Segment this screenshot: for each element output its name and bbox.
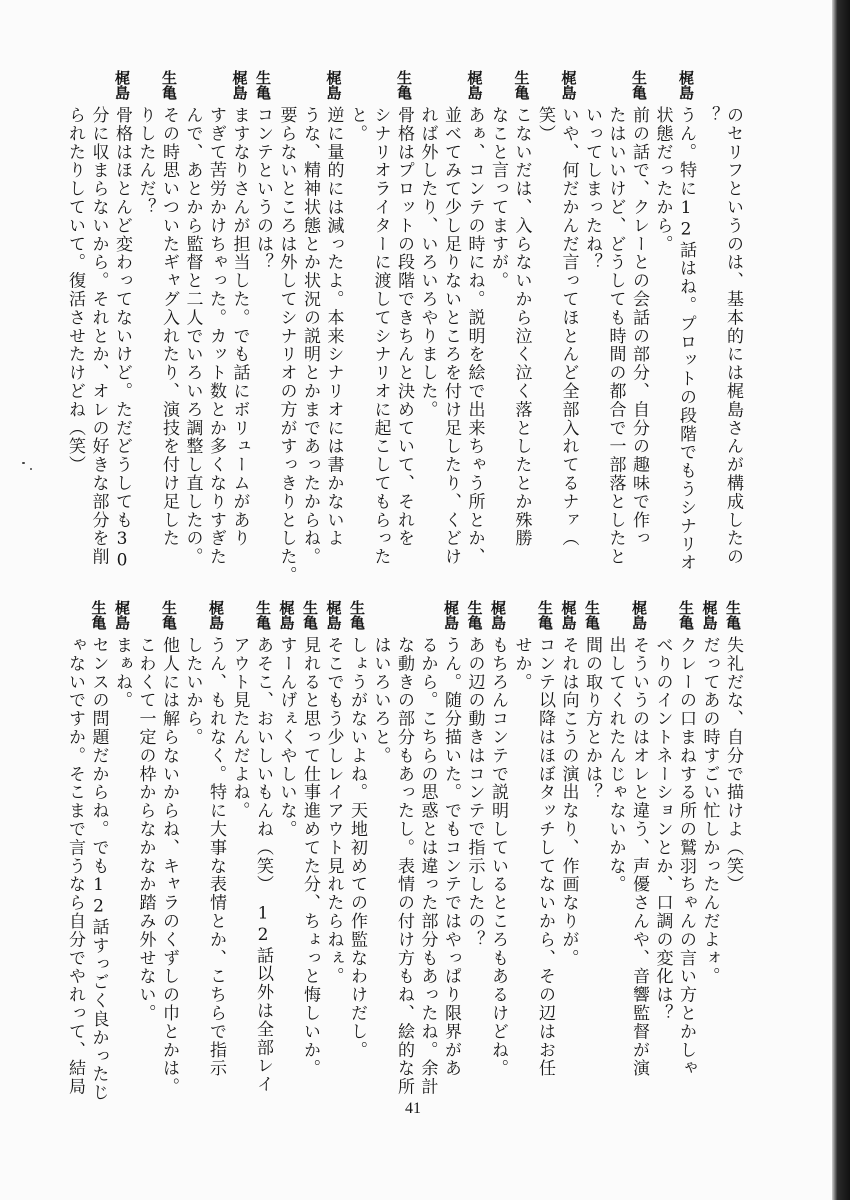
speaker-name	[486, 70, 510, 102]
dialogue-text: 間の取り方とかは？	[582, 636, 602, 802]
speaker-name: 生亀	[395, 70, 413, 100]
dialogue-line	[580, 70, 604, 590]
speaker-name: 生亀	[630, 70, 648, 100]
dialogue-text: こないだは、入らないから泣く泣く落としたとか殊勝	[511, 106, 532, 548]
speaker-name	[368, 600, 392, 632]
dialogue-line	[462, 70, 486, 590]
speaker-name	[274, 70, 298, 102]
dialogue-line	[368, 70, 392, 590]
dialogue-text: シナリオライターに渡してシナリオに起こしてもらった	[370, 106, 391, 566]
dialogue-text: られたりしていて。復活させたけどね（笑）	[65, 106, 85, 474]
dialogue-line	[180, 70, 204, 590]
speaker-name: 生亀	[160, 600, 178, 630]
dialogue-text: れば外したり、いろいろやりました。	[417, 106, 438, 419]
dialogue-text: 出してくれたんじゃないかな。	[605, 636, 626, 894]
speaker-name: 生亀	[160, 70, 178, 100]
dialogue-text: 他人には解らないからね、キャラのくずしの巾とかは。	[159, 636, 179, 1096]
dialogue-line	[392, 70, 416, 590]
speaker-name: 梶島	[559, 600, 578, 630]
dialogue-text: いってしまったね？	[582, 106, 602, 272]
speaker-name	[368, 70, 392, 102]
speaker-name: 梶島	[324, 70, 343, 100]
dialogue-line	[697, 600, 721, 1100]
dialogue-text: 骨格はプロットの段階できちんと決めていて、それを	[394, 106, 414, 548]
page-number: 41	[405, 1100, 421, 1117]
dialogue-line	[580, 600, 604, 1100]
dialogue-text: 骨格はほとんど変わってないけど。ただどうしても30	[112, 106, 132, 572]
speaker-name: 梶島	[442, 600, 460, 630]
speaker-name: 生亀	[89, 600, 108, 630]
speaker-name: 梶島	[677, 70, 695, 100]
dialogue-text: ゃないですか。そこまで言うなら自分でやれって、結局	[65, 636, 85, 1096]
dialogue-line	[533, 600, 557, 1100]
dialogue-line	[721, 600, 745, 1100]
dialogue-text: るから。こちらの思惑とは違った部分もあったね。余計	[417, 636, 438, 1096]
speaker-name	[415, 70, 439, 102]
dialogue-text: うん、もれなく。特に大事な表情とか、こちらで指示	[206, 636, 226, 1078]
dialogue-text: たはいいけど、どうしても時間の都合で一部落としたと	[605, 106, 626, 566]
dialogue-line	[110, 600, 134, 1100]
dialogue-line	[204, 70, 228, 590]
dialogue-line	[321, 600, 345, 1100]
dialogue-text: まぁね。	[112, 636, 132, 710]
dialogue-line	[556, 70, 580, 590]
dialogue-text: そういうのはオレと違う、声優さんや、音響監督が演	[629, 636, 649, 1078]
speaker-name: 生亀	[583, 600, 601, 630]
dialogue-text: ますなりさんが担当した。でも話にボリュームがあり	[229, 106, 250, 548]
dialogue-text: ？	[699, 106, 720, 125]
speaker-name: 生亀	[301, 600, 319, 630]
dialogue-text: しょうがないよね。天地初めての作監なわけだし。	[347, 636, 367, 1060]
dialogue-line	[133, 70, 157, 590]
dialogue-line	[157, 600, 181, 1100]
dialogue-text: 見れると思って仕事進めてた分、ちょっと悔しいか。	[300, 636, 320, 1078]
speaker-name	[603, 70, 627, 102]
speaker-name: 梶島	[277, 600, 296, 630]
dialogue-line	[204, 600, 228, 1100]
dialogue-text: あそこ、おいしいもんね（笑） 12話以外は全部レイ	[253, 636, 273, 1094]
page-binding-edge	[832, 0, 850, 1200]
dialogue-text: うな、精神状態とか状況の説明とかまであったからね。	[300, 106, 320, 566]
dialogue-text: 分に収まらないから。それとか、オレの好きな部分を削	[88, 106, 109, 566]
dialogue-text: のセリフというのは、基本的には梶島さんが構成したの	[723, 106, 743, 566]
lower-dialogue-block	[63, 600, 745, 1100]
speaker-name	[63, 600, 87, 632]
dialogue-line	[274, 600, 298, 1100]
speaker-name	[697, 70, 721, 102]
speaker-name: 梶島	[630, 600, 648, 630]
speaker-name	[533, 70, 557, 102]
speaker-name	[721, 70, 745, 102]
dialogue-line	[415, 70, 439, 590]
dialogue-text: そこでもう少しレイアウト見れたらねぇ。	[323, 636, 344, 986]
speaker-name: 梶島	[465, 70, 484, 100]
dialogue-line	[227, 70, 251, 590]
speaker-name	[650, 70, 674, 102]
dialogue-line	[345, 70, 369, 590]
speaker-name: 生亀	[254, 70, 272, 100]
dialogue-text: せか。	[511, 636, 532, 692]
dialogue-line	[603, 600, 627, 1100]
dialogue-text: 失礼だな、自分で描けよ（笑）	[723, 636, 743, 894]
dialogue-line	[227, 600, 251, 1100]
speaker-name	[63, 70, 87, 102]
dialogue-line	[439, 600, 463, 1100]
speaker-name	[204, 70, 228, 102]
dialogue-text: すーんげぇくやしいな。	[276, 636, 297, 839]
speaker-name	[86, 70, 110, 102]
dialogue-text: うん。特に12話はね。プロットの段階でもうシナリオ	[676, 106, 696, 572]
dialogue-line	[180, 600, 204, 1100]
dialogue-line	[486, 600, 510, 1100]
speaker-name: 生亀	[512, 70, 531, 100]
dialogue-text: 状態だったから。	[652, 106, 673, 254]
dialogue-text: コンテ以降はほぼタッチしてないから、その辺はお任	[535, 636, 555, 1078]
speaker-name	[392, 600, 416, 632]
speaker-name: 梶島	[489, 600, 507, 630]
speaker-name: 生亀	[348, 600, 366, 630]
dialogue-text: あぁ、コンテの時にね。説明を絵で出来ちゃう所とか、	[464, 106, 485, 566]
dialogue-line	[486, 70, 510, 590]
dialogue-line	[251, 70, 275, 590]
dialogue-text: クレーの口まねする所の鷲羽ちゃんの言い方とかしゃ	[676, 636, 696, 1078]
dialogue-line	[415, 600, 439, 1100]
speaker-name	[133, 70, 157, 102]
dialogue-line	[86, 70, 110, 590]
speaker-name: 梶島	[559, 70, 578, 100]
dialogue-text: なこと言ってますが。	[488, 106, 508, 290]
speaker-name	[180, 600, 204, 632]
speaker-name: 生亀	[677, 600, 695, 630]
dust-speck	[22, 462, 25, 464]
speaker-name	[180, 70, 204, 102]
dialogue-line	[298, 70, 322, 590]
dialogue-line	[603, 70, 627, 590]
dialogue-line	[674, 600, 698, 1100]
speaker-name	[439, 70, 463, 102]
dialogue-line	[556, 600, 580, 1100]
speaker-name	[580, 70, 604, 102]
dialogue-text: センスの問題だからね。でも12話すっごく良かったじ	[88, 636, 109, 1102]
speaker-name: 梶島	[113, 70, 131, 100]
dialogue-text: 要らないところは外してシナリオの方がすっきりとした。	[276, 106, 297, 585]
speaker-name: 生亀	[254, 600, 272, 630]
dialogue-line	[721, 70, 745, 590]
dialogue-text: アウト見たんだよね。	[229, 636, 250, 820]
dialogue-text: と。	[347, 106, 367, 143]
dialogue-line	[157, 70, 181, 590]
dialogue-line	[392, 600, 416, 1100]
speaker-name: 生亀	[465, 600, 484, 630]
speaker-name	[603, 600, 627, 632]
dialogue-line	[627, 600, 651, 1100]
dialogue-text: んで、あとから監督と二人でいろいろ調整し直したの。	[182, 106, 203, 566]
dialogue-line	[509, 70, 533, 590]
dialogue-line	[321, 70, 345, 590]
dialogue-line	[674, 70, 698, 590]
speaker-name: 梶島	[207, 600, 225, 630]
dialogue-text: したいから。	[182, 636, 203, 747]
speaker-name	[298, 70, 322, 102]
dialogue-line	[627, 70, 651, 590]
dialogue-line	[86, 600, 110, 1100]
speaker-name	[345, 70, 369, 102]
dialogue-line	[133, 600, 157, 1100]
dialogue-text: りしたんだ？	[135, 106, 156, 217]
dialogue-line	[298, 600, 322, 1100]
dialogue-line	[650, 70, 674, 590]
dialogue-text: うん。随分描いた。でもコンテではやっぱり限界があ	[441, 636, 461, 1078]
dialogue-text: あの辺の動きはコンテで指示したの？	[464, 636, 485, 949]
dialogue-line	[697, 70, 721, 590]
dialogue-text: だってあの時すごい忙しかったんだよォ。	[699, 636, 720, 986]
speaker-name	[227, 600, 251, 632]
dust-speck	[30, 468, 32, 470]
dialogue-line	[533, 70, 557, 590]
dialogue-text: 並べてみて少し足りないところを付け足したり、くどけ	[441, 106, 461, 566]
speaker-name: 梶島	[700, 600, 719, 630]
speaker-name	[650, 600, 674, 632]
speaker-name	[415, 600, 439, 632]
dialogue-text: な動きの部分もあったし。表情の付け方もね、絵的な所	[394, 636, 414, 1096]
dialogue-text: 笑）	[535, 106, 555, 143]
dialogue-line	[110, 70, 134, 590]
dialogue-text: コンテというのは？	[253, 106, 273, 272]
speaker-name: 梶島	[113, 600, 131, 630]
dialogue-text: いや、何だかんだ言ってほとんど全部入れてるナァ（	[558, 106, 579, 548]
dialogue-text: それは向こうの演出なり、作画なりが。	[558, 636, 579, 968]
speaker-name: 生亀	[536, 600, 554, 630]
dialogue-line	[650, 600, 674, 1100]
dialogue-line	[345, 600, 369, 1100]
dialogue-text: 前の話で、クレーとの会話の部分、自分の趣味で作っ	[629, 106, 649, 548]
dialogue-line	[63, 600, 87, 1100]
dialogue-text: 逆に量的には減ったよ。本来シナリオには書かないよ	[323, 106, 344, 548]
dialogue-text: こわくて一定の枠からなかなか踏み外せない。	[135, 636, 156, 1023]
speaker-name: 梶島	[230, 70, 249, 100]
speaker-name: 生亀	[724, 600, 742, 630]
dialogue-line	[251, 600, 275, 1100]
speaker-name	[133, 600, 157, 632]
speaker-name	[509, 600, 533, 632]
dialogue-line	[462, 600, 486, 1100]
dialogue-line	[439, 70, 463, 590]
upper-dialogue-block	[63, 70, 745, 590]
dialogue-line	[63, 70, 87, 590]
dialogue-line	[274, 70, 298, 590]
speaker-name: 梶島	[324, 600, 343, 630]
dialogue-line	[509, 600, 533, 1100]
dialogue-text: その時思いついたギャグ入れたり、演技を付け足した	[159, 106, 179, 548]
dialogue-text: べりのイントネーションとか、口調の変化は？	[652, 636, 673, 1023]
dialogue-text: はいろいろと。	[370, 636, 391, 765]
dialogue-text: すぎて苦労かけちゃった。カット数とか多くなりすぎた	[206, 106, 226, 566]
dialogue-line	[368, 600, 392, 1100]
dialogue-text: もちろんコンテで説明しているところもあるけどね。	[488, 636, 508, 1078]
